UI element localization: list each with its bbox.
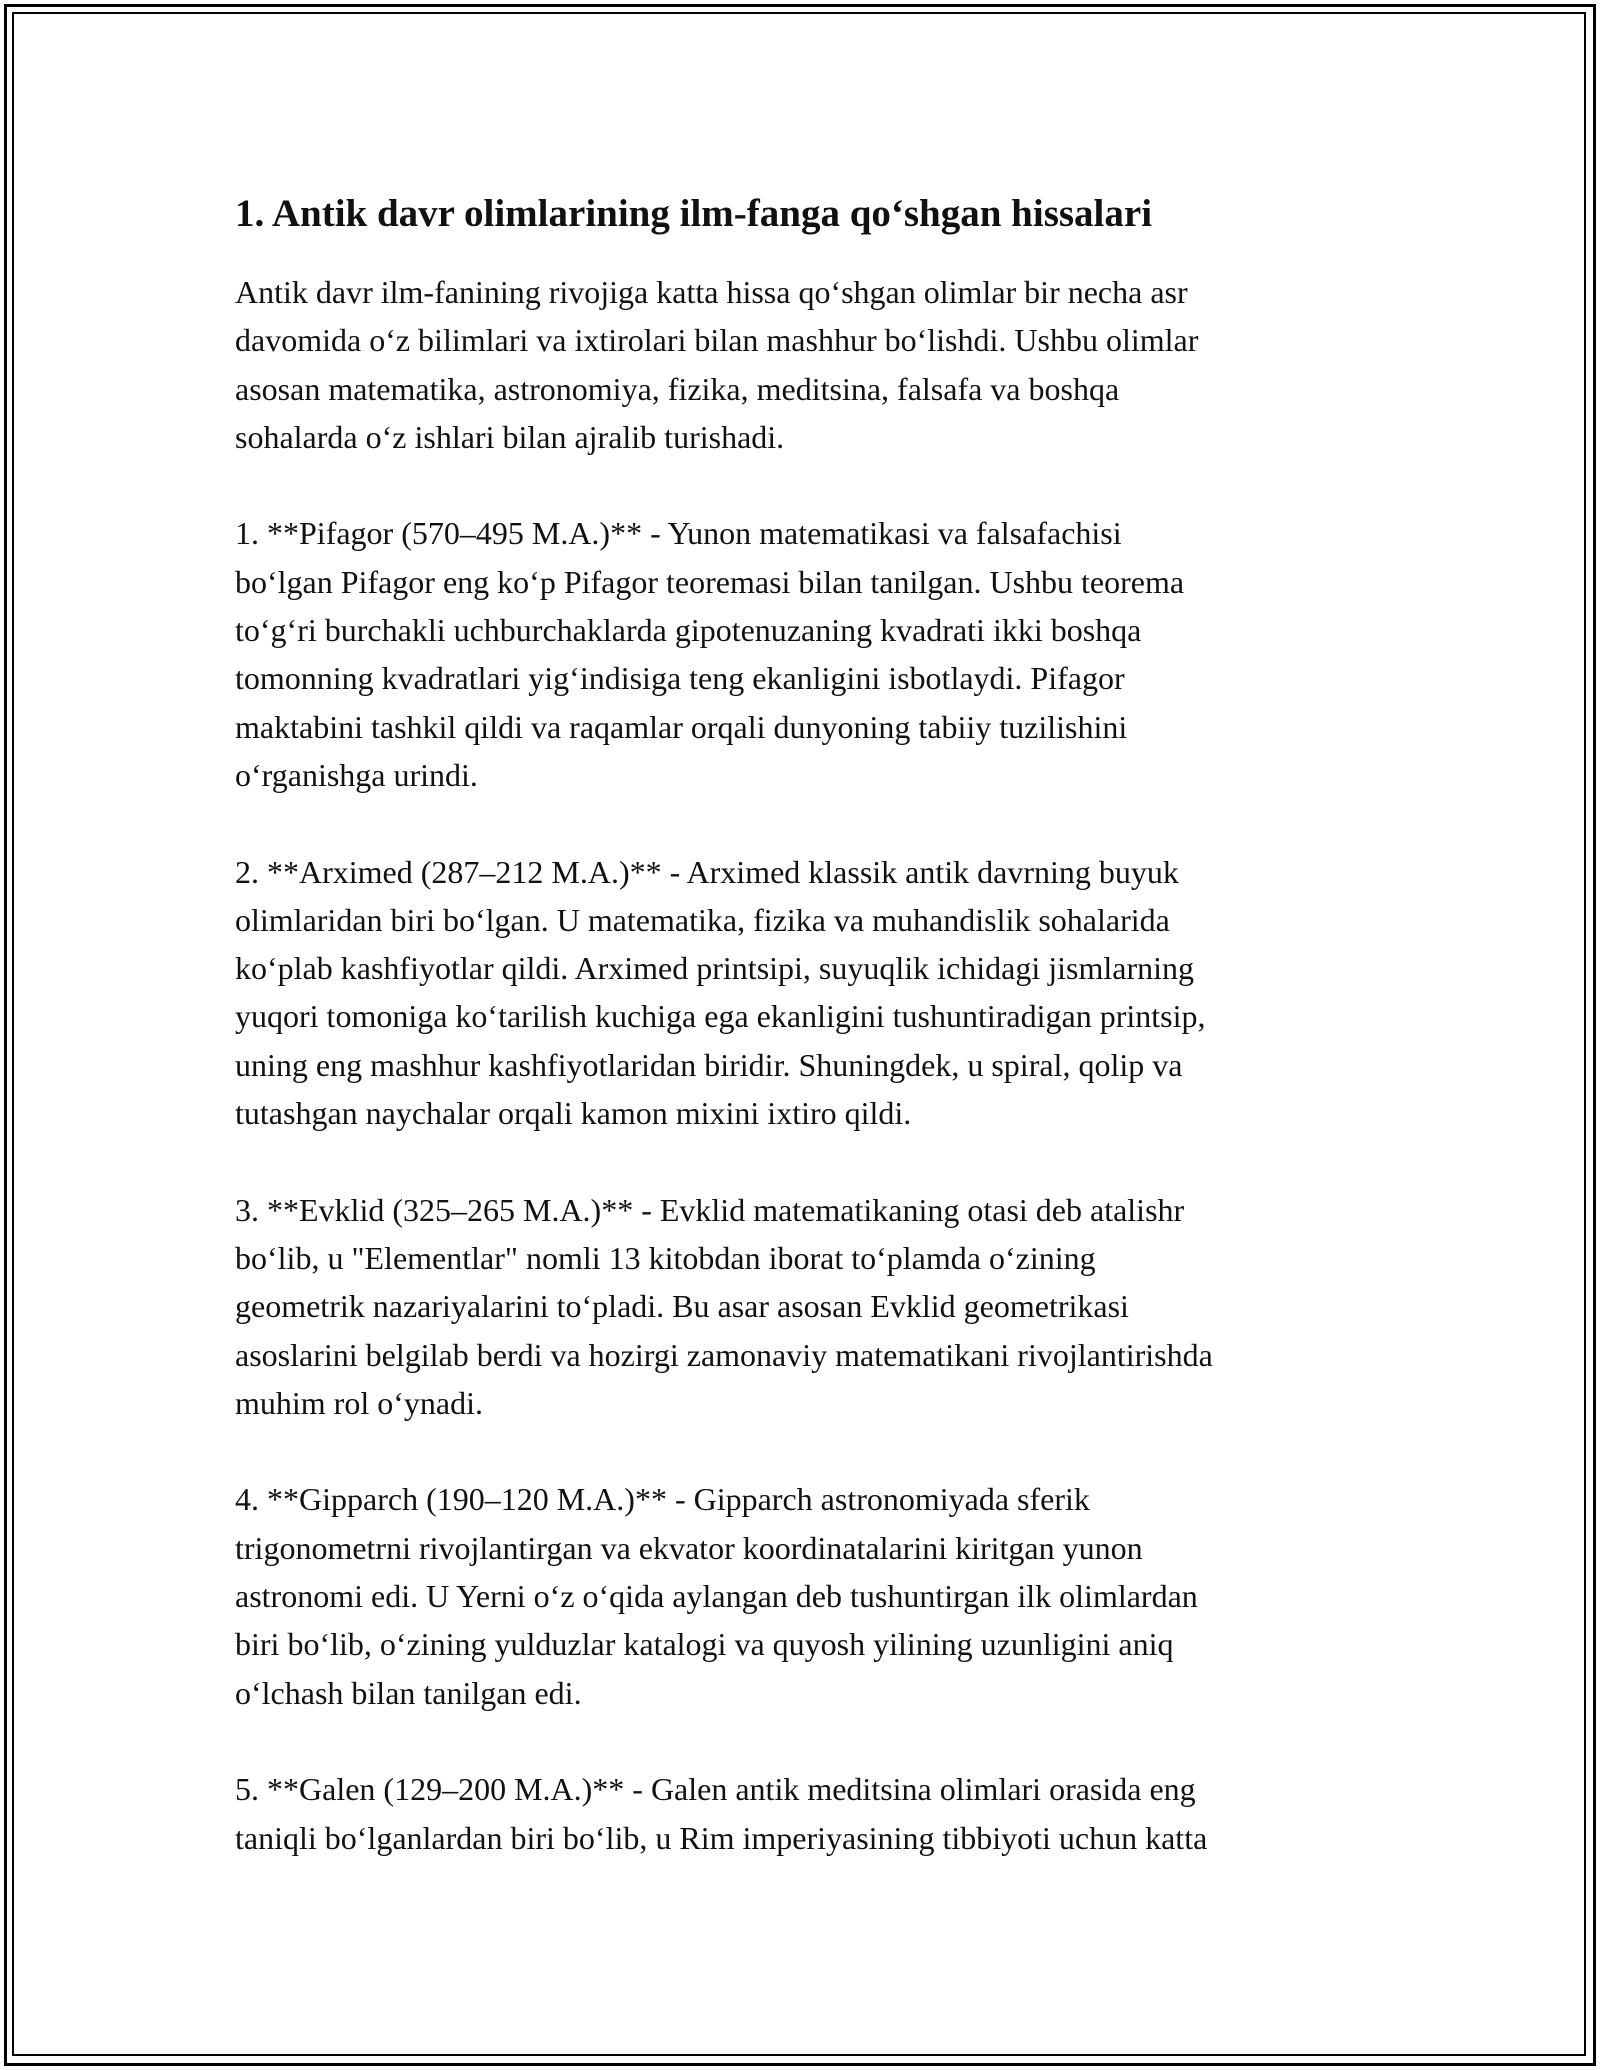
text-line: 5. **Galen (129–200 M.A.)** - Galen antik meditsina olimlari orasida eng bbox=[235, 1771, 1196, 1808]
text-line: olimlaridan biri bo‘lgan. U matematika, fizika va muhandislik sohalarida bbox=[235, 901, 1170, 938]
paragraph-intro bbox=[235, 268, 1365, 461]
text-line: tutashgan naychalar orqali kamon mixini ixtiro qildi. bbox=[235, 1095, 912, 1132]
document-title: 1. Antik davr olimlarining ilm-fanga qo‘shgan hissalari bbox=[235, 192, 1153, 235]
text-line: 3. **Evklid (325–265 M.A.)** - Evklid matematikaning otasi deb atalishr bbox=[235, 1191, 1185, 1228]
text-line: astronomi edi. U Yerni o‘z o‘qida aylangan deb tushuntirgan ilk olimlardan bbox=[235, 1578, 1198, 1615]
text-line: uning eng mashhur kashfiyotlaridan biridir. Shuningdek, u spiral, qolip va bbox=[235, 1046, 1183, 1083]
paragraph-gipparch bbox=[235, 1475, 1365, 1716]
text-line: davomida o‘z bilimlari va ixtirolari bilan mashhur bo‘lishdi. Ushbu olimlar bbox=[235, 322, 1199, 359]
text-line: maktabini tashkil qildi va raqamlar orqali dunyoning tabiiy tuzilishini bbox=[235, 708, 1128, 745]
text-line: 2. **Arximed (287–212 M.A.)** - Arximed klassik antik davrning buyuk bbox=[235, 853, 1179, 890]
text-line: yuqori tomoniga ko‘tarilish kuchiga ega ekanligini tushuntiradigan printsip, bbox=[235, 998, 1206, 1035]
text-line: o‘lchash bilan tanilgan edi. bbox=[235, 1674, 582, 1711]
text-line: sohalarda o‘z ishlari bilan ajralib turishadi. bbox=[235, 418, 785, 455]
text-line: bo‘lgan Pifagor eng ko‘p Pifagor teoremasi bilan tanilgan. Ushbu teorema bbox=[235, 563, 1185, 600]
text-line: muhim rol o‘ynadi. bbox=[235, 1384, 483, 1421]
text-line: 4. **Gipparch (190–120 M.A.)** - Gipparch astronomiyada sferik bbox=[235, 1481, 1090, 1518]
paragraph-pifagor bbox=[235, 509, 1365, 799]
text-line: asosan matematika, astronomiya, fizika, meditsina, falsafa va boshqa bbox=[235, 370, 1120, 407]
text-line: tomonning kvadratlari yig‘indisiga teng ekanligini isbotlaydi. Pifagor bbox=[235, 660, 1125, 697]
text-line: biri bo‘lib, o‘zining yulduzlar katalogi va quyosh yilining uzunligini aniq bbox=[235, 1626, 1174, 1663]
text-line: bo‘lib, u "Elementlar" nomli 13 kitobdan iborat to‘plamda o‘zining bbox=[235, 1239, 1096, 1276]
text-line: o‘rganishga urindi. bbox=[235, 756, 478, 793]
paragraph-evklid bbox=[235, 1186, 1365, 1427]
text-line: Antik davr ilm-fanining rivojiga katta hissa qo‘shgan olimlar bir necha asr bbox=[235, 274, 1188, 310]
text-line: geometrik nazariyalarini to‘pladi. Bu asar asosan Evklid geometrikasi bbox=[235, 1288, 1129, 1325]
paragraph-galen bbox=[235, 1765, 1365, 1862]
text-line: ko‘plab kashfiyotlar qildi. Arximed printsipi, suyuqlik ichidagi jismlarning bbox=[235, 950, 1194, 987]
text-line: trigonometrni rivojlantirgan va ekvator koordinatalarini kiritgan yunon bbox=[235, 1529, 1143, 1566]
text-line: 1. **Pifagor (570–495 M.A.)** - Yunon matematikasi va falsafachisi bbox=[235, 515, 1122, 552]
paragraph-arximed bbox=[235, 848, 1365, 1138]
text-line: taniqli bo‘lganlardan biri bo‘lib, u Rim imperiyasining tibbiyoti uchun katta bbox=[235, 1819, 1208, 1856]
text-line: to‘g‘ri burchakli uchburchaklarda gipotenuzaning kvadrati ikki boshqa bbox=[235, 612, 1142, 649]
text-line: asoslarini belgilab berdi va hozirgi zamonaviy matematikani rivojlantirishda bbox=[235, 1336, 1213, 1373]
document-body bbox=[235, 188, 1365, 1910]
